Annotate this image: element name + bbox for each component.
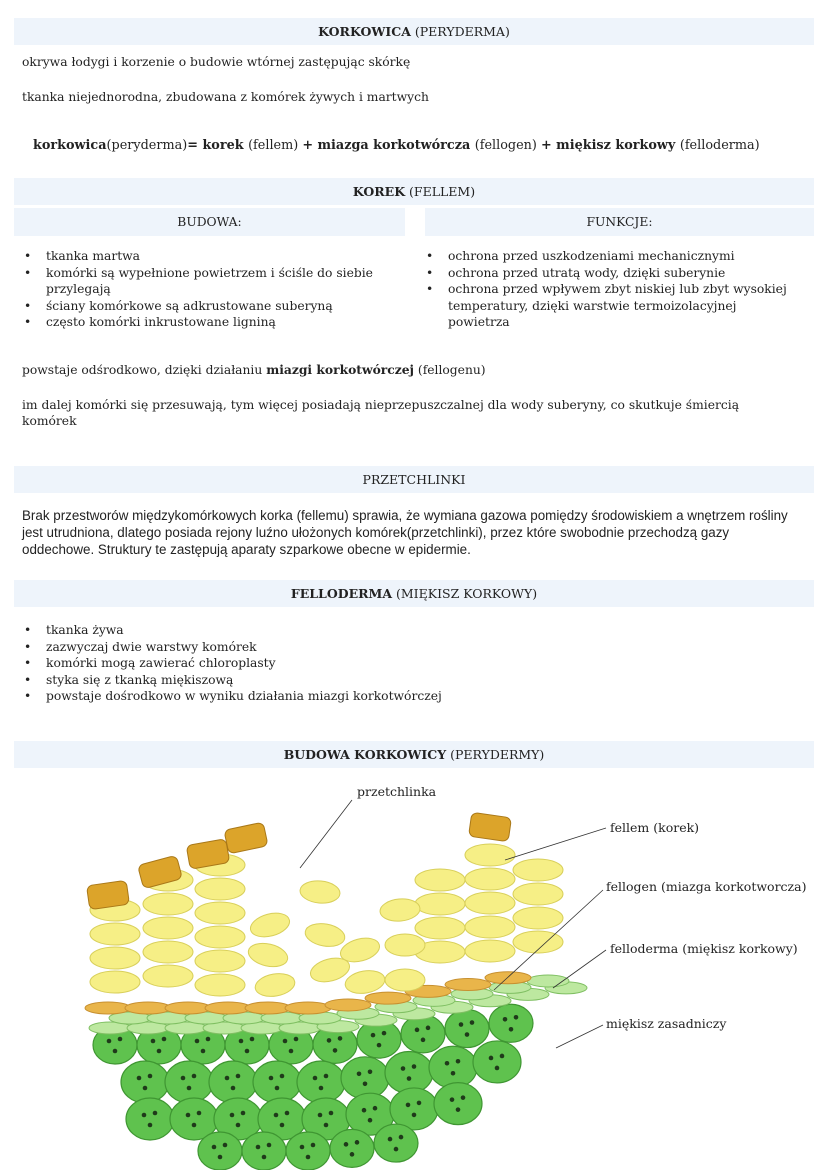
parenchyma-cell bbox=[341, 1057, 389, 1099]
chloroplast-dot bbox=[450, 1097, 455, 1102]
formula-note: (fellem) bbox=[248, 138, 303, 153]
chloroplast-dot bbox=[192, 1123, 197, 1128]
chloroplast-dot bbox=[143, 1086, 148, 1091]
text: powstaje odśrodkowo, dzięki działaniu bbox=[22, 363, 267, 377]
chloroplast-dot bbox=[311, 1143, 316, 1148]
chloroplast-dot bbox=[186, 1113, 191, 1118]
fellem-cell bbox=[465, 940, 515, 962]
chloroplast-dot bbox=[509, 1027, 514, 1032]
cell-layers bbox=[85, 812, 587, 1170]
header-bold: KOREK bbox=[352, 184, 406, 199]
chloroplast-dot bbox=[445, 1061, 450, 1066]
budowa-list bbox=[22, 248, 396, 331]
chloroplast-dot bbox=[461, 1095, 466, 1100]
fellem-cell bbox=[90, 923, 140, 945]
chloroplast-dot bbox=[239, 1039, 244, 1044]
label-miekisz-zasadniczy: miękisz zasadniczy bbox=[606, 1016, 727, 1031]
chloroplast-dot bbox=[195, 1039, 200, 1044]
fellogen-cell bbox=[285, 1002, 331, 1014]
chloroplast-dot bbox=[137, 1076, 142, 1081]
chloroplast-dot bbox=[148, 1123, 153, 1128]
chloroplast-dot bbox=[417, 1101, 422, 1106]
section-header-korkowica bbox=[14, 18, 814, 45]
parenchyma-cell bbox=[330, 1129, 374, 1167]
chloroplast-dot bbox=[456, 1059, 461, 1064]
fellogen-cell bbox=[445, 979, 491, 991]
header-bold: FELLODERMA bbox=[290, 586, 393, 601]
header-rest: (MIĘKISZ KORKOWY) bbox=[392, 586, 538, 601]
fellem-cell bbox=[143, 965, 193, 987]
chloroplast-dot bbox=[300, 1145, 305, 1150]
list-item: • tkanka żywa bbox=[46, 622, 646, 639]
parenchyma-cell bbox=[286, 1132, 330, 1170]
chloroplast-dot bbox=[118, 1037, 123, 1042]
section-header-przetchlinki: PRZETCHLINKI bbox=[14, 466, 814, 493]
chloroplast-dot bbox=[415, 1028, 420, 1033]
list-item: • komórki są wypełnione powietrzem i ściśle do siebie przylegają bbox=[46, 265, 396, 298]
chloroplast-dot bbox=[236, 1123, 241, 1128]
chloroplast-dot bbox=[459, 1022, 464, 1027]
chloroplast-dot bbox=[218, 1155, 223, 1160]
parenchyma-cell bbox=[489, 1004, 533, 1042]
parenchyma-cell bbox=[121, 1061, 169, 1103]
chloroplast-dot bbox=[362, 1108, 367, 1113]
chloroplast-dot bbox=[289, 1049, 294, 1054]
lenticel-cell bbox=[303, 921, 346, 950]
fellem-cell bbox=[143, 893, 193, 915]
parenchyma-cell bbox=[126, 1098, 174, 1140]
chloroplast-dot bbox=[274, 1113, 279, 1118]
chloroplast-dot bbox=[267, 1143, 272, 1148]
felloderma-list bbox=[22, 622, 646, 705]
fellem-cell bbox=[513, 859, 563, 881]
przetchlinki-paragraph: Brak przestworów międzykomórkowych korka (fellemu) sprawia, że wymiana gazowa pomiędzy środowiskiem a wnętrzem rośliny jest utrudniona, dlatego posiada rejony luźno ułożonych komórek(przetchlinki), przez które swobodnie przechodzą gazy oddechowe. Struktury te zastępują aparaty szparkowe obecne w epidermie. bbox=[22, 508, 788, 557]
lenticel-cell bbox=[253, 971, 296, 1000]
chloroplast-dot bbox=[377, 1043, 382, 1048]
label-felloderma: felloderma (miękisz korkowy) bbox=[610, 941, 798, 956]
chloroplast-dot bbox=[157, 1049, 162, 1054]
chloroplast-dot bbox=[151, 1039, 156, 1044]
chloroplast-dot bbox=[256, 1145, 261, 1150]
formula-note: (peryderma) bbox=[106, 138, 188, 153]
chloroplast-dot bbox=[245, 1049, 250, 1054]
label-fellem: fellem (korek) bbox=[610, 820, 700, 835]
chloroplast-dot bbox=[382, 1031, 387, 1036]
fellem-cell bbox=[195, 974, 245, 996]
fellogen-cell bbox=[485, 972, 531, 984]
fellem-cell bbox=[465, 868, 515, 890]
chloroplast-dot bbox=[324, 1074, 329, 1079]
chloroplast-dot bbox=[223, 1143, 228, 1148]
chloroplast-dot bbox=[230, 1113, 235, 1118]
chloroplast-dot bbox=[368, 1070, 373, 1075]
formula-note: (fellogen) bbox=[474, 138, 541, 153]
lenticel-cell bbox=[246, 940, 290, 970]
chloroplast-dot bbox=[241, 1111, 246, 1116]
chloroplast-dot bbox=[412, 1113, 417, 1118]
section-header-felloderma bbox=[14, 580, 814, 607]
chloroplast-dot bbox=[407, 1076, 412, 1081]
periderm-diagram bbox=[0, 770, 828, 1170]
chloroplast-dot bbox=[187, 1086, 192, 1091]
parenchyma-cell bbox=[374, 1124, 418, 1162]
header-rest: (PERYDERMA) bbox=[410, 24, 510, 39]
dead-cork-cell bbox=[224, 822, 268, 854]
chloroplast-dot bbox=[421, 1038, 426, 1043]
chloroplast-dot bbox=[280, 1074, 285, 1079]
chloroplast-dot bbox=[197, 1111, 202, 1116]
header-rest: (PERYDERMY) bbox=[446, 747, 545, 762]
list-item: • tkanka martwa bbox=[46, 248, 396, 265]
parenchyma-cell bbox=[401, 1015, 445, 1053]
chloroplast-dot bbox=[406, 1103, 411, 1108]
fellem-cell bbox=[195, 950, 245, 972]
fellem-cell bbox=[513, 883, 563, 905]
fellem-cell bbox=[195, 926, 245, 948]
chloroplast-dot bbox=[503, 1017, 508, 1022]
list-item: • ochrona przed uszkodzeniami mechanicznymi bbox=[448, 248, 788, 265]
chloroplast-dot bbox=[456, 1107, 461, 1112]
parenchyma-cell bbox=[473, 1041, 521, 1083]
section-header-budowa-korkowicy bbox=[14, 741, 814, 768]
chloroplast-dot bbox=[329, 1111, 334, 1116]
lenticel-cell bbox=[379, 897, 421, 922]
fellogen-cell bbox=[205, 1002, 251, 1014]
chloroplast-dot bbox=[192, 1074, 197, 1079]
formula bbox=[33, 138, 760, 153]
fellogen-cell bbox=[245, 1002, 291, 1014]
list-item: • ochrona przed utratą wody, dzięki suberynie bbox=[448, 265, 788, 282]
fellogen-cell bbox=[165, 1002, 211, 1014]
formula-term: + miękisz korkowy bbox=[540, 138, 680, 153]
list-item: • ochrona przed wpływem zbyt niskiej lub zbyt wysokiej temperatury, dzięki warstwie termoizolacyjnej powietrza bbox=[448, 281, 788, 331]
chloroplast-dot bbox=[283, 1039, 288, 1044]
text: (fellogenu) bbox=[414, 363, 486, 377]
chloroplast-dot bbox=[285, 1111, 290, 1116]
fellem-cell bbox=[415, 893, 465, 915]
list-item: • ściany komórkowe są adkrustowane suberyną bbox=[46, 298, 396, 315]
parenchyma-cell bbox=[253, 1061, 301, 1103]
dead-cork-cell bbox=[87, 880, 130, 909]
chloroplast-dot bbox=[451, 1071, 456, 1076]
chloroplast-dot bbox=[262, 1155, 267, 1160]
chloroplast-dot bbox=[495, 1066, 500, 1071]
formula-term: korkowica bbox=[33, 138, 107, 153]
chloroplast-dot bbox=[181, 1076, 186, 1081]
parenchyma-cell bbox=[434, 1083, 482, 1125]
list-item: • styka się z tkanką miękiszową bbox=[46, 672, 646, 689]
fellem-cell bbox=[195, 902, 245, 924]
chloroplast-dot bbox=[350, 1152, 355, 1157]
chloroplast-dot bbox=[465, 1032, 470, 1037]
leader-line bbox=[556, 1025, 603, 1048]
chloroplast-dot bbox=[324, 1123, 329, 1128]
chloroplast-dot bbox=[319, 1086, 324, 1091]
lenticel-cell bbox=[299, 879, 341, 904]
parenchyma-cell bbox=[242, 1132, 286, 1170]
parenchyma-cell bbox=[429, 1046, 477, 1088]
fellem-cell bbox=[415, 917, 465, 939]
leader-line bbox=[553, 950, 606, 988]
chloroplast-dot bbox=[250, 1037, 255, 1042]
lenticel-cell bbox=[385, 969, 425, 991]
fellem-cell bbox=[143, 941, 193, 963]
fellogen-cell bbox=[365, 992, 411, 1004]
chloroplast-dot bbox=[318, 1113, 323, 1118]
fellem-cell bbox=[513, 907, 563, 929]
chloroplast-dot bbox=[388, 1137, 393, 1142]
parenchyma-cell bbox=[297, 1061, 345, 1103]
chloroplast-dot bbox=[514, 1015, 519, 1020]
funkcje-list bbox=[426, 248, 788, 331]
chloroplast-dot bbox=[162, 1037, 167, 1042]
chloroplast-dot bbox=[148, 1074, 153, 1079]
chloroplast-dot bbox=[327, 1038, 332, 1043]
chloroplast-dot bbox=[269, 1076, 274, 1081]
chloroplast-dot bbox=[426, 1026, 431, 1031]
fellogen-cell bbox=[325, 999, 371, 1011]
parenchyma-cell bbox=[165, 1061, 213, 1103]
fellem-cell bbox=[195, 878, 245, 900]
lenticel-cell bbox=[248, 909, 292, 941]
chloroplast-dot bbox=[470, 1020, 475, 1025]
list-item: • komórki mogą zawierać chloroplasty bbox=[46, 655, 646, 672]
header-rest: (FELLEM) bbox=[405, 184, 476, 199]
dead-cork-cell bbox=[469, 812, 512, 841]
section-header-korek bbox=[14, 178, 814, 205]
text-bold: miazgi korkotwórczej bbox=[266, 362, 414, 377]
korek-paragraph-2: im dalej komórki się przesuwają, tym więcej posiadają nieprzepuszczalnej dla wody suberyny, co skutkuje śmiercią komórek bbox=[22, 398, 740, 428]
chloroplast-dot bbox=[113, 1049, 118, 1054]
chloroplast-dot bbox=[280, 1123, 285, 1128]
list-item: • często komórki inkrustowane ligniną bbox=[46, 314, 396, 331]
chloroplast-dot bbox=[394, 1147, 399, 1152]
korek-paragraph-1 bbox=[22, 362, 486, 377]
list-item: • zazwyczaj dwie warstwy komórek bbox=[46, 639, 646, 656]
chloroplast-dot bbox=[275, 1086, 280, 1091]
chloroplast-dot bbox=[333, 1048, 338, 1053]
funkcje-header: FUNKCJE: bbox=[425, 208, 814, 236]
leader-line bbox=[300, 800, 352, 868]
chloroplast-dot bbox=[231, 1086, 236, 1091]
parenchyma-cell bbox=[209, 1061, 257, 1103]
chloroplast-dot bbox=[489, 1056, 494, 1061]
fellem-cell bbox=[465, 892, 515, 914]
leader-line bbox=[505, 828, 606, 860]
chloroplast-dot bbox=[399, 1135, 404, 1140]
chloroplast-dot bbox=[236, 1074, 241, 1079]
label-przetchlinka: przetchlinka bbox=[357, 784, 437, 799]
list-item: • powstaje dośrodkowo w wyniku działania miazgi korkotwórczej bbox=[46, 688, 646, 705]
label-fellogen: fellogen (miazga korkotworcza) bbox=[606, 879, 807, 894]
chloroplast-dot bbox=[212, 1145, 217, 1150]
chloroplast-dot bbox=[373, 1106, 378, 1111]
chloroplast-dot bbox=[368, 1118, 373, 1123]
formula-term: = korek bbox=[187, 138, 249, 153]
budowa-header: BUDOWA: bbox=[14, 208, 405, 236]
chloroplast-dot bbox=[500, 1054, 505, 1059]
fellem-cell bbox=[143, 917, 193, 939]
chloroplast-dot bbox=[401, 1066, 406, 1071]
intro-line-2: tkanka niejednorodna, zbudowana z komórek żywych i martwych bbox=[22, 90, 429, 104]
chloroplast-dot bbox=[294, 1037, 299, 1042]
parenchyma-cell bbox=[445, 1010, 489, 1048]
fellem-cell bbox=[90, 947, 140, 969]
chloroplast-dot bbox=[363, 1082, 368, 1087]
header-bold: BUDOWA KORKOWICY bbox=[283, 747, 447, 762]
chloroplast-dot bbox=[225, 1076, 230, 1081]
formula-term: + miazga korkotwórcza bbox=[302, 138, 475, 153]
formula-note: (felloderma) bbox=[679, 138, 760, 153]
chloroplast-dot bbox=[201, 1049, 206, 1054]
parenchyma-cell bbox=[385, 1052, 433, 1094]
lenticel-cell bbox=[385, 934, 425, 956]
chloroplast-dot bbox=[313, 1076, 318, 1081]
chloroplast-dot bbox=[412, 1064, 417, 1069]
chloroplast-dot bbox=[153, 1111, 158, 1116]
parenchyma-cell bbox=[198, 1132, 242, 1170]
chloroplast-dot bbox=[344, 1142, 349, 1147]
fellogen-cell bbox=[125, 1002, 171, 1014]
chloroplast-dot bbox=[306, 1155, 311, 1160]
chloroplast-dot bbox=[338, 1036, 343, 1041]
fellem-cell bbox=[90, 971, 140, 993]
fellem-cell bbox=[415, 869, 465, 891]
fellogen-cell bbox=[85, 1002, 131, 1014]
chloroplast-dot bbox=[107, 1039, 112, 1044]
chloroplast-dot bbox=[142, 1113, 147, 1118]
chloroplast-dot bbox=[355, 1140, 360, 1145]
header-bold: KORKOWICA bbox=[318, 24, 411, 39]
intro-line-1: okrywa łodygi i korzenie o budowie wtórnej zastępując skórkę bbox=[22, 55, 411, 69]
chloroplast-dot bbox=[357, 1072, 362, 1077]
fellem-cell bbox=[465, 844, 515, 866]
chloroplast-dot bbox=[371, 1033, 376, 1038]
fellem-cell bbox=[465, 916, 515, 938]
chloroplast-dot bbox=[206, 1037, 211, 1042]
